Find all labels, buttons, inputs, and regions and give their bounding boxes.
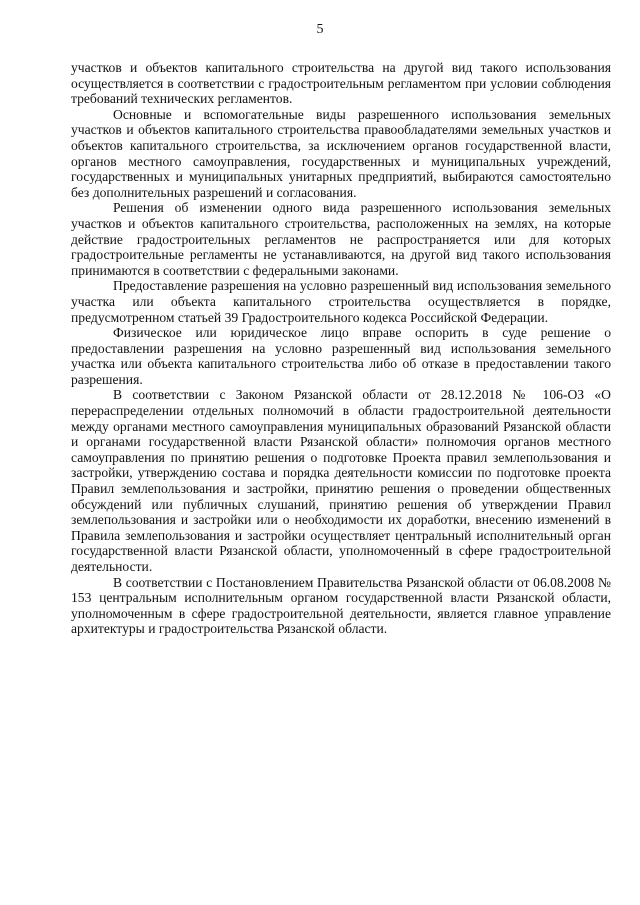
paragraph-3: Решения об изменении одного вида разрешенного использования земельных участков и объектов капитального строительства, расположенных на землях, на которые действие градостроительных регламентов не распространяется или для которых градостроительные регламенты не устанавливаются, на другой вид такого использования принимаются в соответствии с федеральными законами. bbox=[71, 200, 611, 278]
paragraph-5: Физическое или юридическое лицо вправе оспорить в суде решение о предоставлении разрешения на условно разрешенный вид использования земельного участка или объекта капитального строительства либо об отказе в предоставлении такого разрешения. bbox=[71, 325, 611, 387]
paragraph-2: Основные и вспомогательные виды разрешенного использования земельных участков и объектов капитального строительства правообладателями земельных участков и объектов капитального строительства, за исключением органов государственной власти, органов местного самоуправления, государственных и муниципальных учреждений, государственных и муниципальных унитарных предприятий, выбираются самостоятельно без дополнительных разрешений и согласования. bbox=[71, 106, 611, 200]
paragraph-6: В соответствии с Законом Рязанской области от 28.12.2018 № 106-ОЗ «О перераспределении отдельных полномочий в области градостроительной деятельности между органами местного самоуправления муниципальных образований Рязанской области и органами государственной власти Рязанской области» полномочия органов местного самоуправления по принятию решения о подготовке Проекта правил землепользования и застройки, утверждению состава и порядка деятельности комиссии по подготовке проекта Правил землепользования и застройки, принятию решения о проведении общественных обсуждений или публичных слушаний, принятию решения об утверждении Правил землепользования и застройки или о необходимости их доработки, внесению изменений в Правила землепользования и застройки осуществляет центральный исполнительный орган государственной власти Рязанской области, уполномоченный в сфере градостроительной деятельности. bbox=[71, 387, 611, 574]
document-body bbox=[71, 60, 611, 637]
paragraph-4: Предоставление разрешения на условно разрешенный вид использования земельного участка или объекта капитального строительства осуществляется в порядке, предусмотренном статьей 39 Градостроительного кодекса Российской Федерации. bbox=[71, 278, 611, 325]
paragraph-7: В соответствии с Постановлением Правительства Рязанской области от 06.08.2008 № 153 центральным исполнительным органом государственной власти Рязанской области, уполномоченным в сфере градостроительной деятельности, является главное управление архитектуры и градостроительства Рязанской области. bbox=[71, 574, 611, 637]
page-number: 5 bbox=[316, 22, 324, 37]
paragraph-1: участков и объектов капитального строительства на другой вид такого использования осуществляется в соответствии с градостроительным регламентом при условии соблюдения требований технических регламентов. bbox=[71, 60, 611, 107]
